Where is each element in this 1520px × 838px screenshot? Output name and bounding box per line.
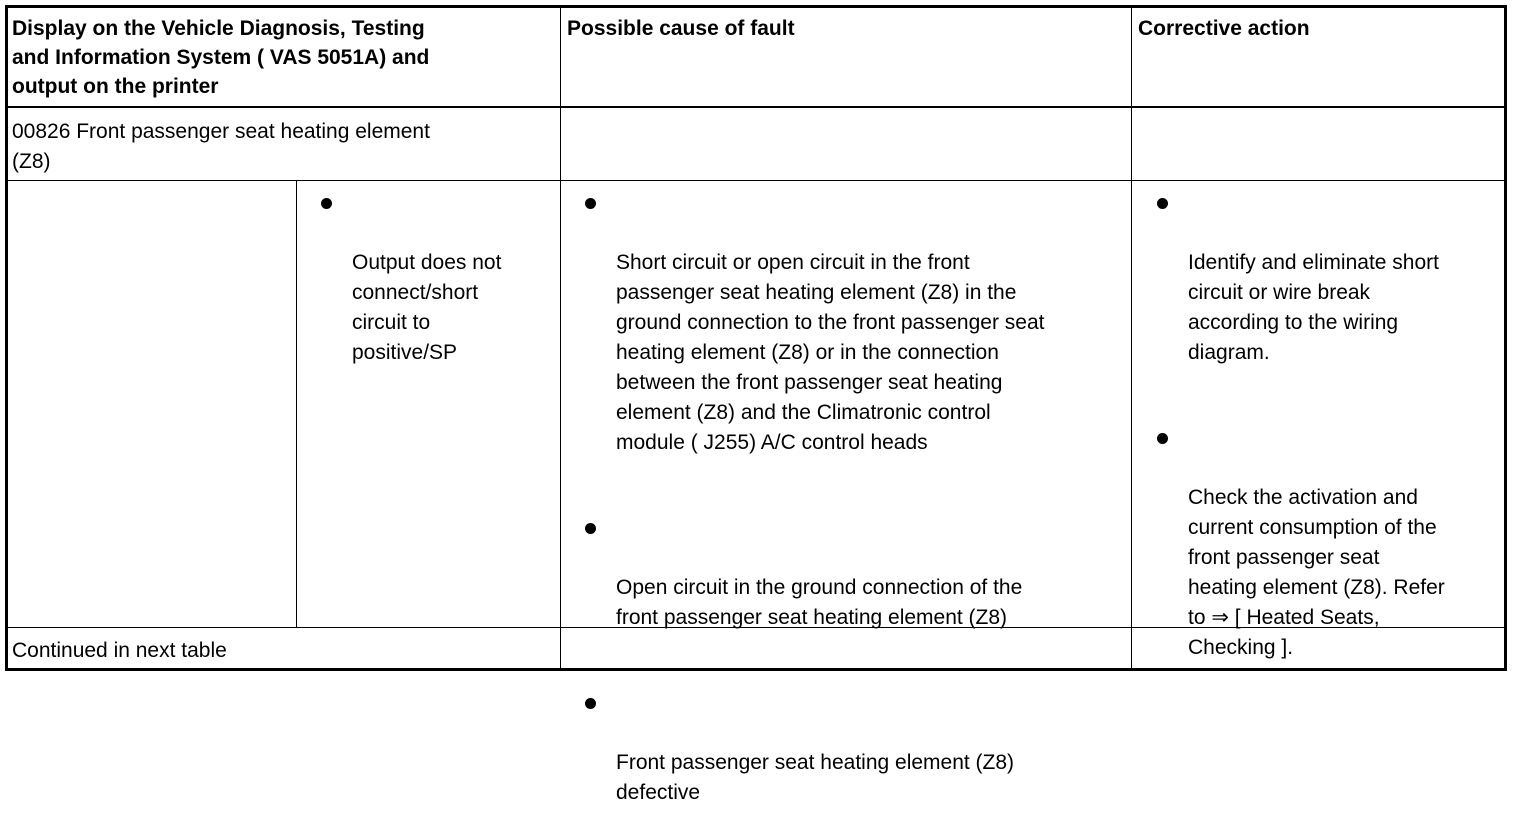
sub-column-divider xyxy=(296,180,297,628)
bullet-icon xyxy=(321,198,332,209)
bullet-icon xyxy=(1157,433,1168,444)
column-divider-2 xyxy=(1131,7,1132,669)
action-bullet-text: Identify and eliminate short circuit or wire break according to the wiring diagram. xyxy=(1188,251,1439,364)
cause-bullet-text: Open circuit in the ground connection of the front passenger seat heating element (Z8) xyxy=(616,576,1023,629)
action-bullet-item xyxy=(1188,423,1445,693)
bullet-icon xyxy=(585,698,596,709)
column-divider-1 xyxy=(560,7,561,669)
bullet-icon xyxy=(1157,198,1168,209)
display-bullet-list xyxy=(352,188,501,398)
display-bullet-text: Output does not connect/short circuit to positive/SP xyxy=(352,251,502,364)
cause-bullet-text: Front passenger seat heating element (Z8) defective xyxy=(616,751,1015,804)
header-action-column: Corrective action xyxy=(1138,17,1310,40)
bullet-icon xyxy=(585,523,596,534)
header-display-column: Display on the Vehicle Diagnosis, Testing and Information System ( VAS 5051A) and output on the printer xyxy=(12,17,430,98)
continued-note: Continued in next table xyxy=(12,639,227,662)
action-bullet-item xyxy=(1188,188,1445,398)
display-bullet-item xyxy=(352,188,501,398)
fault-row-divider xyxy=(7,180,1505,181)
cause-bullet-list xyxy=(616,188,1044,838)
action-bullet-list xyxy=(1188,188,1445,693)
action-bullet-text: Check the activation and current consumption of the front passenger seat heating element (Z8). Refer to ⇒ [ Heated Seats, Checking ]. xyxy=(1188,486,1445,659)
header-divider xyxy=(7,106,1505,108)
cause-bullet-item xyxy=(616,188,1044,488)
bullet-icon xyxy=(585,198,596,209)
fault-code-label: 00826 Front passenger seat heating element (Z8) xyxy=(12,120,430,173)
cause-bullet-item xyxy=(616,513,1044,663)
header-cause-column: Possible cause of fault xyxy=(567,17,795,40)
cause-bullet-text: Short circuit or open circuit in the front passenger seat heating element (Z8) in the ground connection to the front passenger seat heating element (Z8) or in the connection between the front passenger seat heating element (Z8) and the Climatronic control module ( J255) A/C control heads xyxy=(616,251,1045,454)
cause-bullet-item xyxy=(616,688,1044,838)
